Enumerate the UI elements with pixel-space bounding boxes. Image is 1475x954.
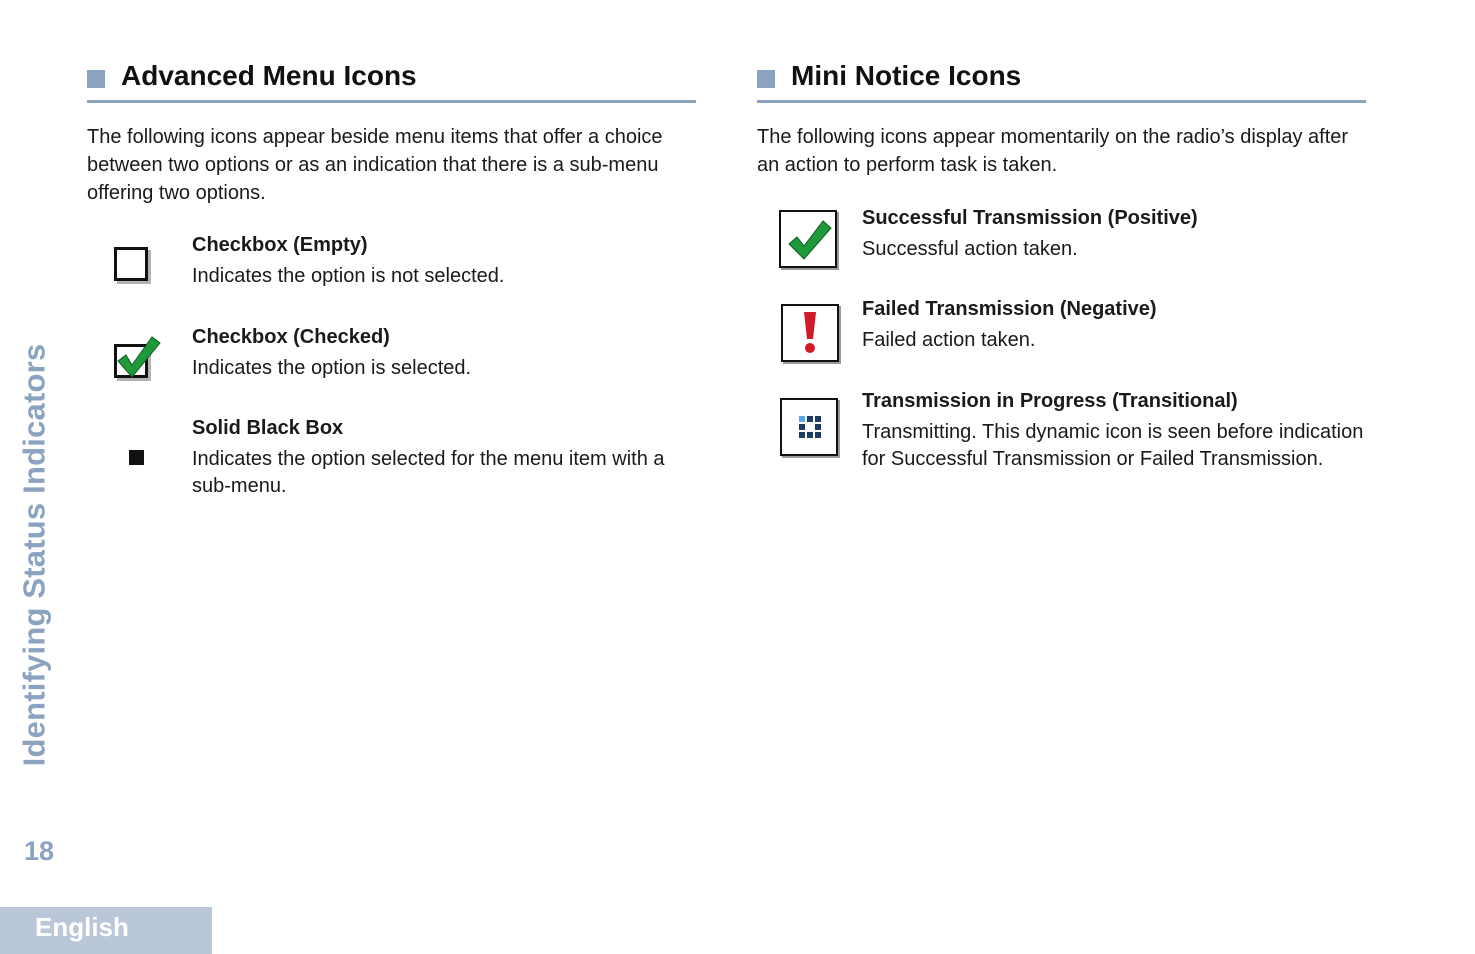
green-checkmark-icon xyxy=(779,210,837,268)
transmitting-dots-icon xyxy=(780,398,838,456)
entry-description: Failed action taken. xyxy=(862,329,1036,351)
entry-text xyxy=(192,324,696,382)
page-number: 18 xyxy=(24,836,55,866)
checkbox-empty-icon xyxy=(114,247,148,281)
language-tab xyxy=(0,907,212,954)
entry-title: Solid Black Box xyxy=(192,417,344,439)
section-heading-text: Advanced Menu Icons xyxy=(121,60,417,91)
entry-text xyxy=(862,388,1366,473)
entry-description: Indicates the option is selected. xyxy=(192,357,472,379)
language-tab-label: English xyxy=(35,912,129,942)
entry-title: Checkbox (Checked) xyxy=(192,326,390,348)
section-heading xyxy=(87,60,696,103)
entry-title: Transmission in Progress (Transitional) xyxy=(862,390,1238,412)
entry-text xyxy=(862,205,1366,263)
section-intro: The following icons appear momentarily on the radio’s display after an action to perform task is taken. xyxy=(757,126,1349,176)
entry-description: Successful action taken. xyxy=(862,238,1078,260)
entry-description: Indicates the option selected for the menu item with a sub-menu. xyxy=(192,448,665,497)
entry-text xyxy=(192,232,696,290)
checkbox-checked-icon xyxy=(114,344,148,378)
solid-black-box-icon xyxy=(129,450,144,465)
red-exclamation-icon xyxy=(781,304,839,362)
entry-text xyxy=(862,296,1366,354)
side-section-title-text: Identifying Status Indicators xyxy=(16,343,51,767)
heading-bullet-icon xyxy=(757,70,775,88)
advanced-menu-icons-section xyxy=(87,60,696,497)
heading-bullet-icon xyxy=(87,70,105,88)
mini-notice-icons-section xyxy=(757,60,1366,470)
entry-title: Successful Transmission (Positive) xyxy=(862,207,1198,229)
entry-description: Indicates the option is not selected. xyxy=(192,265,505,287)
entry-description: Transmitting. This dynamic icon is seen before indication for Successful Transmission or Failed Transmission. xyxy=(862,421,1364,470)
section-intro: The following icons appear beside menu items that offer a choice between two options or as an indication that there is a sub-menu offering two options. xyxy=(87,126,663,204)
entry-title: Checkbox (Empty) xyxy=(192,234,368,256)
entry-text xyxy=(192,415,696,500)
entry-title: Failed Transmission (Negative) xyxy=(862,298,1157,320)
section-heading-text: Mini Notice Icons xyxy=(791,60,1022,91)
side-section-title xyxy=(16,330,52,780)
section-heading xyxy=(757,60,1366,103)
